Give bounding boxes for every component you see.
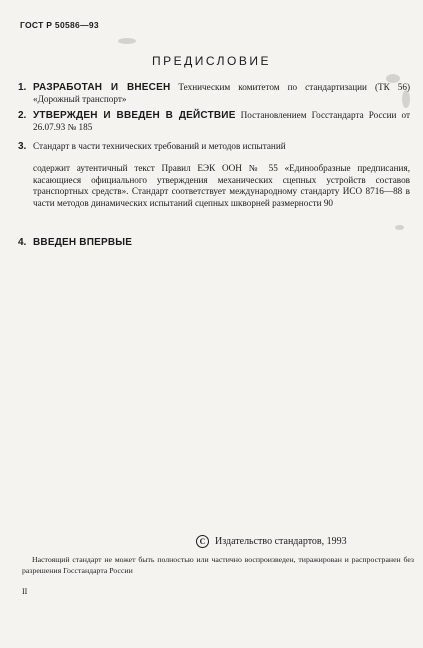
item-body xyxy=(33,141,410,153)
item-text: Постановлением Госстандарта России от 26.07.93 № 185 xyxy=(33,110,411,132)
page-number: II xyxy=(22,587,28,596)
copyright-icon: С xyxy=(196,535,209,548)
item-body xyxy=(33,237,410,249)
item-3-paragraph-2: Стандарт соответствует международному стандарту ИСО 8716—88 в части методов динамических испытаний сцепных шкворней размерности 90 xyxy=(33,186,410,208)
list-item-3 xyxy=(18,141,410,153)
item-3-paragraph-1: содержит аутентичный текст Правил ЕЭК ООН № 55 «Единообразные предписания, касающиеся официального утверждения механических сцепных устройств составов транспортных средств». xyxy=(33,163,410,196)
item-number: 2. xyxy=(18,110,27,121)
list-item-2 xyxy=(18,110,410,133)
item-number: 4. xyxy=(18,237,27,248)
item-lead: РАЗРАБОТАН И ВНЕСЕН xyxy=(33,82,171,93)
standard-code: ГОСТ Р 50586—93 xyxy=(20,20,99,30)
scan-smudge xyxy=(395,225,404,230)
list-item-1 xyxy=(18,82,410,105)
item-text: Стандарт в части технических требований и методов испытаний xyxy=(33,141,286,151)
page-title: ПРЕДИСЛОВИЕ xyxy=(152,54,271,68)
item-body xyxy=(33,82,410,105)
item-3-continuation xyxy=(33,163,410,209)
item-lead: ВВЕДЕН ВПЕРВЫЕ xyxy=(33,237,133,248)
scan-smudge xyxy=(118,38,136,44)
list-item-4 xyxy=(18,237,410,249)
item-body xyxy=(33,110,410,133)
copyright-line xyxy=(196,535,347,548)
item-number: 1. xyxy=(18,82,27,93)
reproduction-notice: Настоящий стандарт не может быть полностью или частично воспроизведен, тиражирован и распространен без разрешения Госстандарта России xyxy=(22,555,414,575)
item-lead: УТВЕРЖДЕН И ВВЕДЕН В ДЕЙСТВИЕ xyxy=(33,110,236,121)
item-number: 3. xyxy=(18,141,27,152)
item-text: Техническим комитетом по стандартизации (ТК 56) «Дорожный транспорт» xyxy=(33,82,411,104)
copyright-text: Издательство стандартов, 1993 xyxy=(215,536,347,547)
